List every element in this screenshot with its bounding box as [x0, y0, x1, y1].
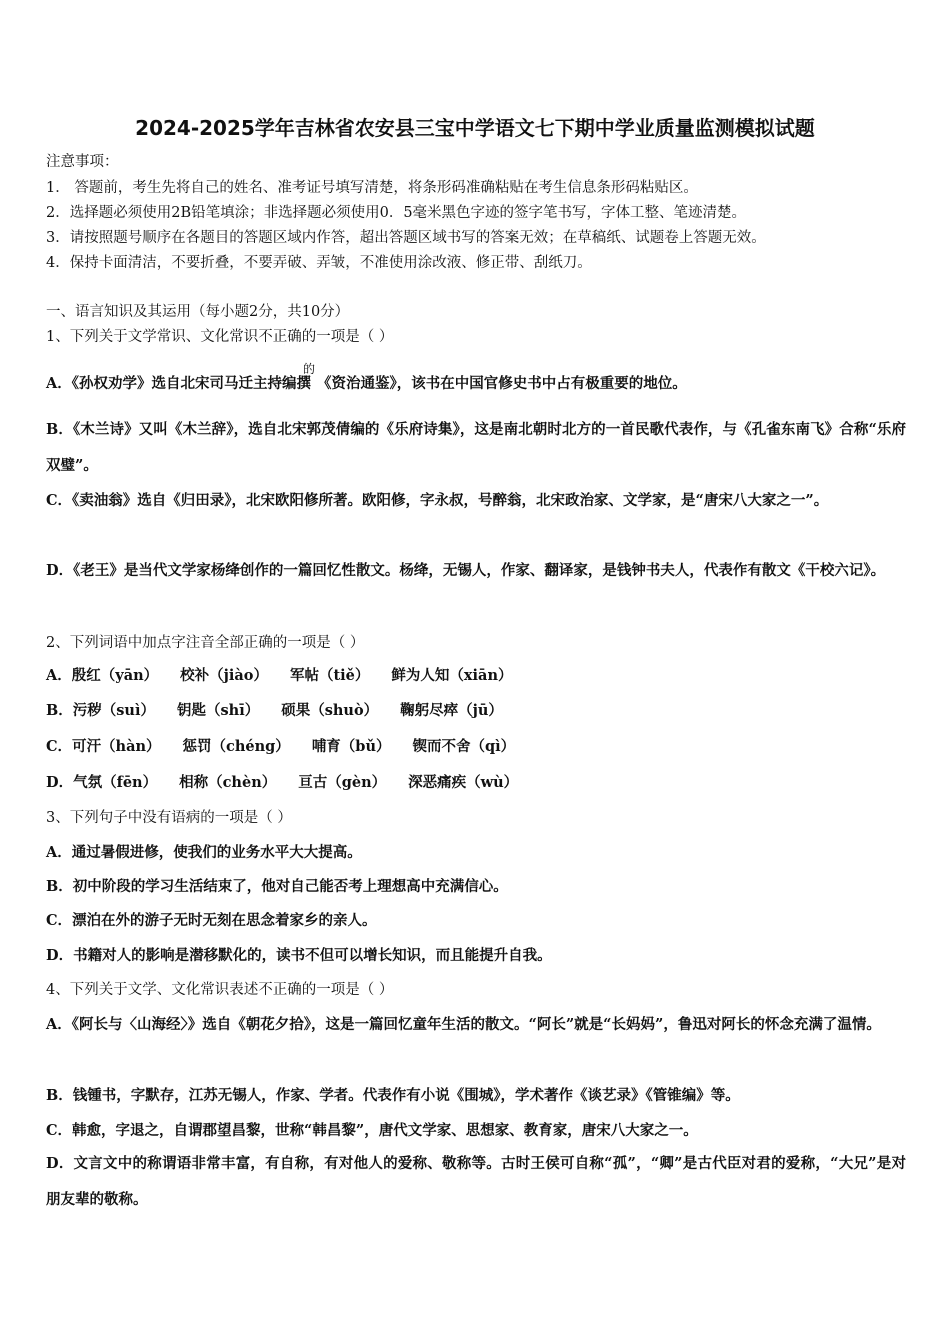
q2-d-word-1: 气氛（fēn）: [73, 774, 158, 791]
q3-option-d: D．书籍对人的影响是潜移默化的，读书不但可以增长知识，而且能提升自我。: [46, 947, 552, 964]
q2-d-word-4: 深恶痛疾（wù）: [408, 774, 519, 791]
q2-stem: 2、下列词语中加点字注音全部正确的一项是（ ）: [46, 635, 365, 651]
q2-b-word-1: 污秽（suì）: [72, 702, 155, 719]
q2-option-d: [46, 773, 906, 793]
q3-option-a: A．通过暑假进修，使我们的业务水平大大提高。: [46, 844, 362, 861]
q2-option-c: [46, 737, 906, 757]
q2-a-word-2: 校补（jiào）: [180, 667, 268, 684]
notice-heading: 注意事项：: [46, 154, 119, 170]
page-title: 2024-2025学年吉林省农安县三宝中学语文七下期中学业质量监测模拟试题: [135, 116, 815, 140]
q2-option-d-label: D．: [46, 774, 74, 791]
q2-c-word-3: 哺育（bǔ）: [311, 738, 391, 755]
q4-option-a: A．《阿长与〈山海经〉》选自《朝花夕拾》，这是一篇回忆童年生活的散文。“阿长”就是“长妈妈”，鲁迅对阿长的怀念充满了温情。: [46, 1016, 881, 1033]
notice-item-4: 4．保持卡面清洁，不要折叠，不要弄破、弄皱，不准使用涂改液、修正带、刮纸刀。: [46, 255, 592, 271]
q1-option-b: B．《木兰诗》又叫《木兰辞》，选自北宋郭茂倩编的《乐府诗集》，这是南北朝时北方的一首民歌代表作，与《孔雀东南飞》合称“乐府双璧”。: [46, 421, 906, 474]
q4-option-c: C．韩愈，字退之，自谓郡望昌黎，世称“韩昌黎”，唐代文学家、思想家、教育家，唐宋八大家之一。: [46, 1122, 698, 1139]
q2-option-c-label: C．: [46, 738, 73, 755]
q1-stem: 1、下列关于文学常识、文化常识不正确的一项是（ ）: [46, 329, 394, 345]
q2-option-b: [46, 701, 906, 721]
notice-item-2: 2．选择题必须使用2B铅笔填涂；非选择题必须使用0．5毫米黑色字迹的签字笔书写，字体工整、笔迹清楚。: [46, 205, 747, 221]
q2-c-word-4: 锲而不舍（qì）: [412, 738, 516, 755]
q2-b-word-4: 鞠躬尽瘁（jū）: [400, 702, 503, 719]
q2-d-word-2: 相称（chèn）: [179, 774, 277, 791]
notice-item-1: 1． 答题前，考生先将自己的姓名、准考证号填写清楚，将条形码准确粘贴在考生信息条形码粘贴区。: [46, 180, 698, 196]
q4-stem: 4、下列关于文学、文化常识表述不正确的一项是（ ）: [46, 982, 394, 998]
q2-d-word-3: 亘古（gèn）: [298, 774, 387, 791]
section-heading: 一、语言知识及其运用（每小题2分，共10分）: [46, 304, 350, 320]
q2-c-word-2: 惩罚（chéng）: [182, 738, 290, 755]
q1-option-a: [46, 362, 906, 394]
q2-a-word-3: 军帖（tiě）: [289, 667, 370, 684]
q1-option-a-text2: 《资治通鉴》，该书在中国官修史书中占有极重要的地位。: [317, 375, 687, 392]
q3-stem: 3、下列句子中没有语病的一项是（ ）: [46, 810, 292, 826]
q4-option-d: D．文言文中的称谓语非常丰富，有自称，有对他人的爱称、敬称等。古时王侯可自称“孤”，“卿”是古代臣对君的爱称，“大兄”是对朋友辈的敬称。: [46, 1155, 906, 1208]
q2-c-word-1: 可汗（hàn）: [72, 738, 161, 755]
q1-option-a-text1: A．《孙权劝学》选自北宋司马迁主持编撰: [46, 375, 311, 392]
q2-b-word-3: 硕果（shuò）: [281, 702, 379, 719]
q2-option-a: [46, 666, 906, 686]
q2-option-b-label: B．: [46, 702, 73, 719]
q3-option-b: B．初中阶段的学习生活结束了，他对自己能否考上理想高中充满信心。: [46, 878, 508, 895]
q1-option-c: C．《卖油翁》选自《归田录》，北宋欧阳修所著。欧阳修，字永叔，号醉翁，北宋政治家、文学家，是“唐宋八大家之一”。: [46, 492, 829, 509]
q4-option-b: B．钱锺书，字默存，江苏无锡人，作家、学者。代表作有小说《围城》，学术著作《谈艺录》《管锥编》等。: [46, 1087, 740, 1104]
q3-option-c: C．漂泊在外的游子无时无刻在思念着家乡的亲人。: [46, 912, 377, 929]
notice-item-3: 3．请按照题号顺序在各题目的答题区域内作答，超出答题区域书写的答案无效；在草稿纸、试题卷上答题无效。: [46, 230, 766, 246]
q2-a-word-1: 殷红（yān）: [71, 667, 159, 684]
q1-option-a-sup: 的: [303, 362, 316, 376]
q2-a-word-4: 鲜为人知（xiān）: [391, 667, 513, 684]
q2-option-a-label: A．: [46, 667, 72, 684]
q1-option-d: D．《老王》是当代文学家杨绛创作的一篇回忆性散文。杨绛，无锡人，作家、翻译家，是钱钟书夫人，代表作有散文《干校六记》。: [46, 562, 886, 579]
q2-b-word-2: 钥匙（shī）: [176, 702, 260, 719]
